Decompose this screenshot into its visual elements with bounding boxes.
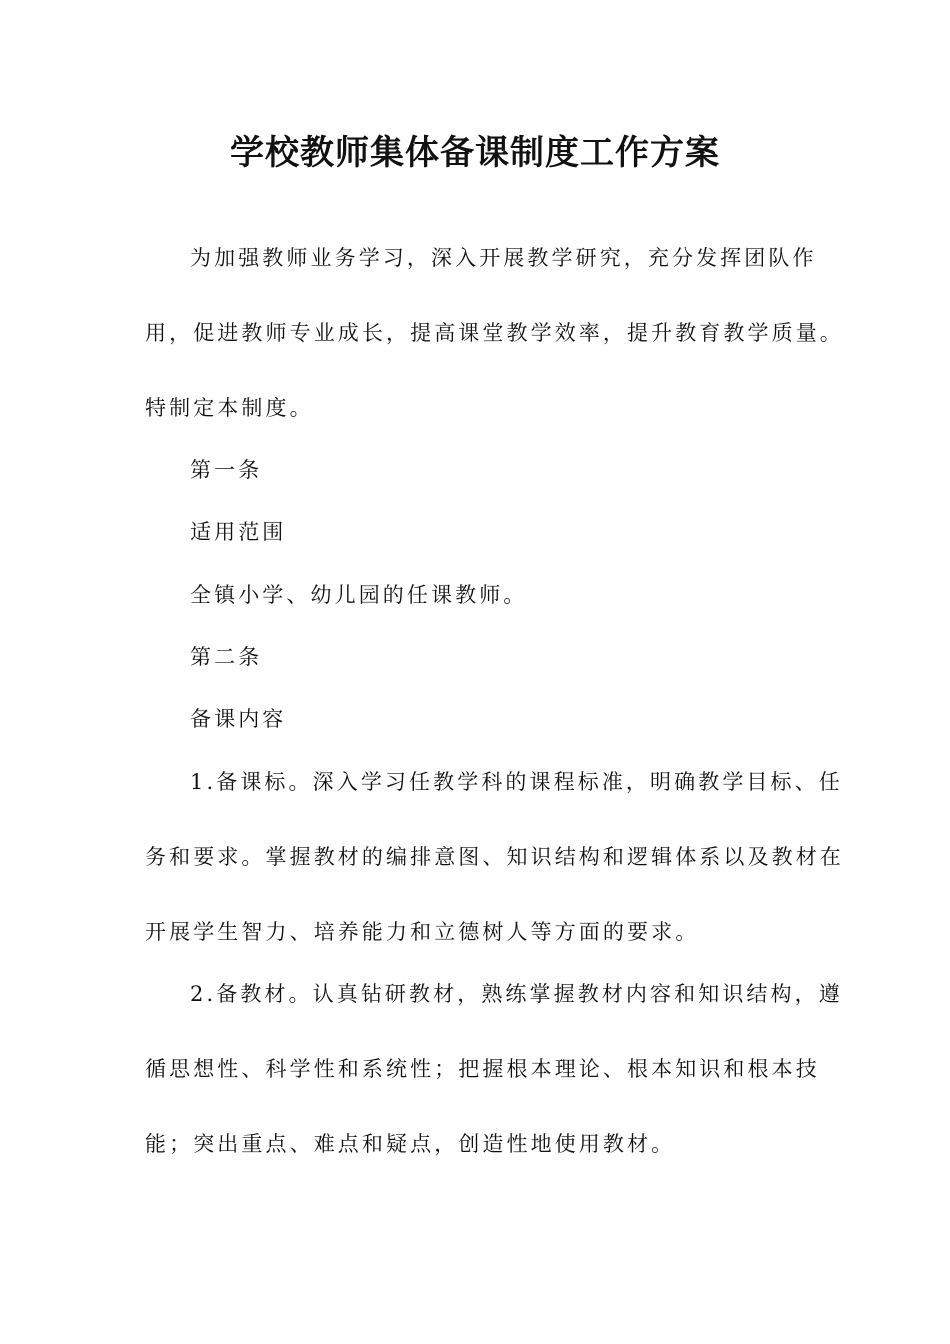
paragraph-line: 全镇小学、幼儿园的任课教师。 [190, 583, 528, 607]
section-heading: 备课内容 [190, 707, 287, 731]
paragraph-line: 用，促进教师专业成长，提高课堂教学效率，提升教育教学质量。 [145, 321, 844, 345]
paragraph-line: 2.备教材。认真钻研教材，熟练掌握教材内容和知识结构，遵 [190, 982, 843, 1006]
article-heading: 第二条 [190, 645, 263, 669]
article-heading: 第一条 [190, 458, 263, 482]
section-heading: 适用范围 [190, 520, 287, 544]
paragraph-line: 务和要求。掌握教材的编排意图、知识结构和逻辑体系以及教材在 [145, 845, 844, 869]
paragraph-line: 1.备课标。深入学习任教学科的课程标准，明确教学目标、任 [190, 770, 843, 794]
paragraph-line: 为加强教师业务学习，深入开展教学研究，充分发挥团队作 [190, 246, 817, 270]
document-title: 学校教师集体备课制度工作方案 [230, 133, 720, 173]
paragraph-line: 能；突出重点、难点和疑点，创造性地使用教材。 [145, 1132, 676, 1156]
paragraph-line: 开展学生智力、培养能力和立德树人等方面的要求。 [145, 920, 700, 944]
paragraph-line: 循思想性、科学性和系统性；把握根本理论、根本知识和根本技 [145, 1057, 820, 1081]
paragraph-line: 特制定本制度。 [145, 396, 314, 420]
